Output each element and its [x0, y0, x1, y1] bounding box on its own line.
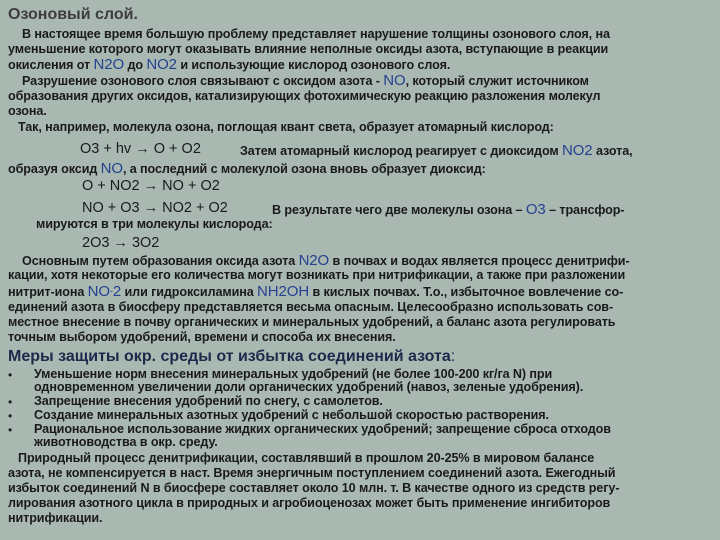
- bullet-4-line-1: Рациональное использование жидких органических удобрений; запрещение сброса отходов: [34, 422, 611, 436]
- paragraph-4-line-4: лирования азотного цикла в природных и агробиоценозах может быть применение ингибиторов: [8, 496, 611, 510]
- bullet-icon: •: [8, 409, 13, 423]
- bullet-2-line-1: Запрещение внесения удобрений по снегу, с самолетов.: [34, 394, 383, 408]
- heading-text: Меры защиты окр. среды от избытка соединений азота: [8, 348, 451, 365]
- paragraph-2-line-2: образования других оксидов, катализирующих фотохимическую реакцию разложения молекул: [8, 89, 601, 103]
- equation-3-line-2: мируются в три молекулы кислорода:: [36, 217, 273, 231]
- paragraph-3-line-5: местное внесение в почву органических и минеральных удобрений, а баланс азота регулировать: [8, 315, 616, 329]
- formula-no-text: NO: [87, 283, 110, 300]
- text: и использующие кислород озонового слоя.: [176, 58, 451, 72]
- highlight-text: нарушение толщины озонового слоя: [360, 27, 589, 41]
- text: азота,: [592, 144, 633, 158]
- equation-1-line-2: [8, 161, 714, 177]
- bullet-icon: •: [8, 423, 13, 437]
- paragraph-4-line-5: нитрификации.: [8, 511, 103, 525]
- text: , на: [588, 27, 610, 41]
- equation-3: NO + O3 → NO2 + O2: [82, 200, 228, 216]
- paragraph-3-line-1: [8, 253, 714, 269]
- formula-n2o: N2O: [298, 252, 330, 269]
- paragraph-4-line-2: азота, не компенсируется в наст. Время энергичным поступлением соединений азота. Ежегодный: [8, 466, 616, 480]
- formula-no2-ion: [88, 283, 121, 300]
- paragraph-4-line-1: Природный процесс денитрификации, составлявший в прошлом 20-25% в мировом балансе: [18, 451, 595, 465]
- text: Разрушение озонового слоя связывают с оксидом азота -: [22, 74, 384, 88]
- text: нитрит-иона: [8, 285, 88, 299]
- page-title: Озоновый слой.: [8, 6, 138, 23]
- bullet-1-line-2: одновременном увеличении доли органических удобрений (навоз, зеленые удобрения).: [34, 380, 584, 394]
- text: или гидроксиламина: [121, 285, 258, 299]
- text: В настоящее время большую проблему представляет: [22, 27, 361, 41]
- paragraph-1-line-3: [8, 57, 714, 73]
- paragraph-3-line-4: единений азота в биосферу представляется весьма опасным. Целесообразно использовать сов-: [8, 300, 614, 314]
- formula-o3: O3: [525, 201, 546, 218]
- formula-n2o: N2O: [93, 56, 125, 73]
- formula-no2: NO2: [146, 56, 177, 73]
- text: Основным путем образования оксида азота: [22, 254, 299, 268]
- text: окисления от: [8, 58, 94, 72]
- text: до: [124, 58, 147, 72]
- paragraph-1-line-2: уменьшение которого могут оказывать влияние неполные оксиды азота, вступающие в реакции: [8, 42, 609, 56]
- equation-4: 2O3 → 3O2: [82, 235, 160, 251]
- formula-index: 2: [112, 283, 122, 300]
- bullet-4-line-2: животноводства в окр. среду.: [34, 435, 218, 449]
- text: , а последний с молекулой озона вновь образует диоксид:: [122, 162, 486, 176]
- text: В результате чего две молекулы озона –: [272, 203, 526, 217]
- paragraph-2-line-3: озона.: [8, 104, 47, 118]
- equation-3-explanation: [272, 202, 714, 218]
- text: – трансфор-: [545, 203, 625, 217]
- paragraph-3-line-3: [8, 284, 714, 300]
- bullet-1-line-1: Уменьшение норм внесения минеральных удобрений (не более 100-200 кг/га N) при: [34, 367, 553, 381]
- heading-colon: :: [450, 348, 456, 365]
- paragraph-1-line-1: [8, 27, 714, 42]
- paragraph-2-line-1: [8, 73, 714, 89]
- bullet-3-line-1: Создание минеральных азотных удобрений с небольшой скоростью растворения.: [34, 408, 549, 422]
- formula-no: NO: [383, 72, 406, 89]
- formula-no: NO: [100, 160, 123, 177]
- equation-1: O3 + hv → O + O2: [80, 141, 201, 157]
- text: в кислых почвах. Т.о., избыточное вовлечение со-: [309, 285, 624, 299]
- formula-no2: NO2: [562, 142, 593, 159]
- text: Затем атомарный кислород реагирует с диоксидом: [240, 144, 562, 158]
- section-heading: [8, 348, 455, 366]
- text: в почвах и водах является процесс денитрифи-: [329, 254, 630, 268]
- equation-2: O + NO2 → NO + O2: [82, 178, 220, 194]
- paragraph-2-line-4: Так, например, молекула озона, поглощая квант света, образует атомарный кислород:: [18, 120, 554, 134]
- paragraph-3-line-2: кации, хотя некоторые его количества могут возникать при нитрификации, а также при разложении: [8, 268, 626, 282]
- paragraph-3-line-6: точным выбором удобрений, времени и способа их внесения.: [8, 330, 396, 344]
- formula-nh2oh: NH2OH: [257, 283, 310, 300]
- text: , который служит источником: [405, 74, 589, 88]
- bullet-icon: •: [8, 368, 13, 382]
- text: образуя оксид: [8, 162, 101, 176]
- bullet-icon: •: [8, 395, 13, 409]
- equation-1-explanation: [240, 143, 714, 159]
- paragraph-4-line-3: избыток соединений N в биосфере составляет около 10 млн. т. В качестве одного из средств регу-: [8, 481, 620, 495]
- ion-charge: -: [109, 286, 113, 296]
